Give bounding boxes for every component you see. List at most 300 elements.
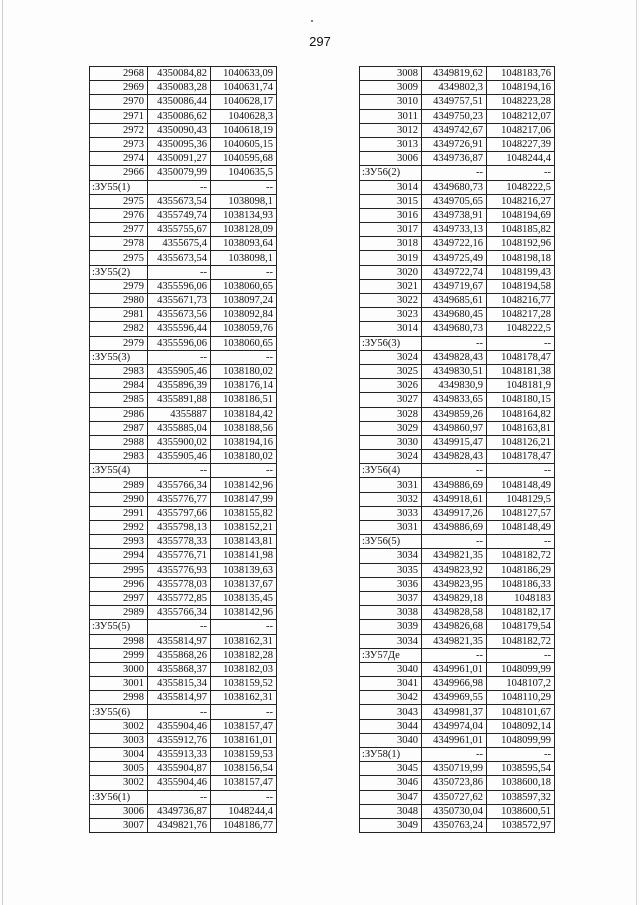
y-coordinate-cell: 1048180,15 — [487, 393, 555, 407]
y-coordinate-cell: 1038600,51 — [487, 804, 555, 818]
table-row — [360, 137, 555, 151]
x-coordinate-cell: 4350719,99 — [422, 762, 487, 776]
table-row — [360, 521, 555, 535]
x-coordinate-cell: 4355673,54 — [148, 251, 211, 265]
x-coordinate-cell: 4355814,97 — [148, 634, 211, 648]
table-row — [360, 790, 555, 804]
x-coordinate-cell: 4355797,66 — [148, 506, 211, 520]
point-number-cell: 3013 — [360, 137, 422, 151]
table-row — [360, 563, 555, 577]
x-coordinate-cell: 4355904,46 — [148, 719, 211, 733]
y-coordinate-cell: 1038135,45 — [211, 591, 277, 605]
x-coordinate-cell: -- — [148, 790, 211, 804]
y-coordinate-cell: 1038176,14 — [211, 379, 277, 393]
y-coordinate-cell: 1038597,32 — [487, 790, 555, 804]
point-number-cell: 3024 — [360, 450, 422, 464]
x-coordinate-cell: 4350091,27 — [148, 152, 211, 166]
x-coordinate-cell: -- — [148, 265, 211, 279]
point-number-cell: 2998 — [90, 691, 148, 705]
table-row — [360, 535, 555, 549]
x-coordinate-cell: 4350086,44 — [148, 95, 211, 109]
point-number-cell: 3026 — [360, 379, 422, 393]
x-coordinate-cell: -- — [148, 350, 211, 364]
x-coordinate-cell: 4355766,34 — [148, 478, 211, 492]
table-row — [90, 123, 277, 137]
y-coordinate-cell: 1040628,3 — [211, 109, 277, 123]
table-row — [90, 95, 277, 109]
point-number-cell: 2971 — [90, 109, 148, 123]
table-row — [90, 294, 277, 308]
point-number-cell: 2968 — [90, 67, 148, 81]
parcel-label-cell: :ЗУ55(4) — [90, 464, 148, 478]
y-coordinate-cell: -- — [487, 535, 555, 549]
point-number-cell: 3016 — [360, 208, 422, 222]
point-number-cell: 3039 — [360, 620, 422, 634]
y-coordinate-cell: 1048183 — [487, 591, 555, 605]
x-coordinate-cell: 4355912,76 — [148, 733, 211, 747]
point-number-cell: 3005 — [90, 762, 148, 776]
point-number-cell: 2993 — [90, 535, 148, 549]
table-row — [90, 251, 277, 265]
table-row — [360, 81, 555, 95]
x-coordinate-cell: 4355673,56 — [148, 308, 211, 322]
x-coordinate-cell: 4349685,61 — [422, 294, 487, 308]
y-coordinate-cell: 1048182,72 — [487, 549, 555, 563]
x-coordinate-cell: 4350079,99 — [148, 166, 211, 180]
point-number-cell: 3001 — [90, 677, 148, 691]
y-coordinate-cell: 1038194,16 — [211, 435, 277, 449]
x-coordinate-cell: 4355798,13 — [148, 521, 211, 535]
point-number-cell: 3034 — [360, 634, 422, 648]
point-number-cell: 2979 — [90, 336, 148, 350]
table-row — [360, 223, 555, 237]
table-row — [90, 223, 277, 237]
x-coordinate-cell: 4349830,51 — [422, 364, 487, 378]
table-row — [360, 194, 555, 208]
point-number-cell: 3028 — [360, 407, 422, 421]
y-coordinate-cell: 1038162,31 — [211, 691, 277, 705]
y-coordinate-cell: 1048148,49 — [487, 478, 555, 492]
x-coordinate-cell: 4349833,65 — [422, 393, 487, 407]
y-coordinate-cell: 1048178,47 — [487, 450, 555, 464]
table-row — [360, 648, 555, 662]
x-coordinate-cell: 4349757,51 — [422, 95, 487, 109]
point-number-cell: 3033 — [360, 506, 422, 520]
x-coordinate-cell: -- — [422, 166, 487, 180]
y-coordinate-cell: 1038572,97 — [487, 818, 555, 832]
point-number-cell: 2978 — [90, 237, 148, 251]
y-coordinate-cell: -- — [211, 350, 277, 364]
table-row — [90, 705, 277, 719]
table-row — [90, 109, 277, 123]
point-number-cell: 3049 — [360, 818, 422, 832]
x-coordinate-cell: 4355904,87 — [148, 762, 211, 776]
table-row — [90, 563, 277, 577]
x-coordinate-cell: -- — [148, 464, 211, 478]
point-number-cell: 3023 — [360, 308, 422, 322]
point-number-cell: 3040 — [360, 733, 422, 747]
y-coordinate-cell: 1048216,77 — [487, 294, 555, 308]
table-row — [360, 719, 555, 733]
y-coordinate-cell: 1048244,4 — [211, 804, 277, 818]
point-number-cell: 2995 — [90, 563, 148, 577]
x-coordinate-cell: 4349802,3 — [422, 81, 487, 95]
y-coordinate-cell: 1038180,02 — [211, 450, 277, 464]
y-coordinate-cell: 1048199,43 — [487, 265, 555, 279]
point-number-cell: 3030 — [360, 435, 422, 449]
table-row — [90, 364, 277, 378]
x-coordinate-cell: 4349722,74 — [422, 265, 487, 279]
table-row — [90, 762, 277, 776]
y-coordinate-cell: -- — [211, 265, 277, 279]
x-coordinate-cell: 4349725,49 — [422, 251, 487, 265]
y-coordinate-cell: 1048198,18 — [487, 251, 555, 265]
x-coordinate-cell: 4349828,43 — [422, 450, 487, 464]
y-coordinate-cell: 1038139,63 — [211, 563, 277, 577]
table-row — [90, 450, 277, 464]
table-row — [360, 478, 555, 492]
y-coordinate-cell: 1038137,67 — [211, 577, 277, 591]
table-row — [360, 818, 555, 832]
parcel-label-cell: :ЗУ56(3) — [360, 336, 422, 350]
table-row — [90, 393, 277, 407]
y-coordinate-cell: 1038092,84 — [211, 308, 277, 322]
y-coordinate-cell: 1048179,54 — [487, 620, 555, 634]
x-coordinate-cell: 4355776,93 — [148, 563, 211, 577]
y-coordinate-cell: -- — [211, 180, 277, 194]
table-row — [360, 251, 555, 265]
point-number-cell: 3004 — [90, 748, 148, 762]
y-coordinate-cell: -- — [211, 620, 277, 634]
point-number-cell: 2974 — [90, 152, 148, 166]
x-coordinate-cell: 4355675,4 — [148, 237, 211, 251]
x-coordinate-cell: 4350086,62 — [148, 109, 211, 123]
x-coordinate-cell: 4355887 — [148, 407, 211, 421]
x-coordinate-cell: 4355814,97 — [148, 691, 211, 705]
x-coordinate-cell: 4355885,04 — [148, 421, 211, 435]
parcel-label-cell: :ЗУ57Де — [360, 648, 422, 662]
coordinates-table-left — [89, 66, 277, 833]
table-row — [360, 95, 555, 109]
y-coordinate-cell: 1038142,96 — [211, 606, 277, 620]
parcel-label-cell: :ЗУ55(1) — [90, 180, 148, 194]
x-coordinate-cell: 4349860,97 — [422, 421, 487, 435]
table-row — [360, 506, 555, 520]
table-row — [90, 265, 277, 279]
table-row — [360, 549, 555, 563]
table-row — [90, 322, 277, 336]
x-coordinate-cell: -- — [148, 705, 211, 719]
point-number-cell: 3045 — [360, 762, 422, 776]
point-number-cell: 2992 — [90, 521, 148, 535]
x-coordinate-cell: -- — [422, 464, 487, 478]
table-row — [360, 393, 555, 407]
y-coordinate-cell: -- — [211, 464, 277, 478]
table-row — [90, 535, 277, 549]
point-number-cell: 3032 — [360, 492, 422, 506]
parcel-label-cell: :ЗУ55(5) — [90, 620, 148, 634]
point-number-cell: 2982 — [90, 322, 148, 336]
x-coordinate-cell: 4349830,9 — [422, 379, 487, 393]
x-coordinate-cell: 4349819,62 — [422, 67, 487, 81]
y-coordinate-cell: 1040595,68 — [211, 152, 277, 166]
table-row — [90, 776, 277, 790]
table-row — [360, 450, 555, 464]
point-number-cell: 3035 — [360, 563, 422, 577]
y-coordinate-cell: 1048223,28 — [487, 95, 555, 109]
table-row — [360, 123, 555, 137]
point-number-cell: 3048 — [360, 804, 422, 818]
point-number-cell: 2980 — [90, 294, 148, 308]
x-coordinate-cell: 4349736,87 — [422, 152, 487, 166]
x-coordinate-cell: 4355905,46 — [148, 364, 211, 378]
point-number-cell: 3017 — [360, 223, 422, 237]
x-coordinate-cell: 4355596,06 — [148, 279, 211, 293]
table-row — [90, 677, 277, 691]
table-row — [360, 762, 555, 776]
table-row — [90, 308, 277, 322]
point-number-cell: 3034 — [360, 549, 422, 563]
point-number-cell: 2998 — [90, 634, 148, 648]
y-coordinate-cell: 1048178,47 — [487, 350, 555, 364]
x-coordinate-cell: 4355673,54 — [148, 194, 211, 208]
x-coordinate-cell: 4350084,82 — [148, 67, 211, 81]
y-coordinate-cell: 1038184,42 — [211, 407, 277, 421]
x-coordinate-cell: 4349680,73 — [422, 322, 487, 336]
y-coordinate-cell: 1048107,2 — [487, 677, 555, 691]
point-number-cell: 3036 — [360, 577, 422, 591]
table-row — [360, 464, 555, 478]
x-coordinate-cell: 4355778,33 — [148, 535, 211, 549]
table-row — [90, 208, 277, 222]
point-number-cell: 2991 — [90, 506, 148, 520]
y-coordinate-cell: 1048181,9 — [487, 379, 555, 393]
parcel-label-cell: :ЗУ58(1) — [360, 748, 422, 762]
page-edge-right — [636, 0, 637, 905]
page-number: 297 — [309, 34, 331, 49]
table-row — [360, 180, 555, 194]
y-coordinate-cell: 1048217,06 — [487, 123, 555, 137]
point-number-cell: 3022 — [360, 294, 422, 308]
point-number-cell: 2987 — [90, 421, 148, 435]
point-number-cell: 2975 — [90, 194, 148, 208]
x-coordinate-cell: 4350083,28 — [148, 81, 211, 95]
x-coordinate-cell: 4349736,87 — [148, 804, 211, 818]
point-number-cell: 3043 — [360, 705, 422, 719]
y-coordinate-cell: 1038141,98 — [211, 549, 277, 563]
y-coordinate-cell: 1038159,53 — [211, 748, 277, 762]
point-number-cell: 2990 — [90, 492, 148, 506]
x-coordinate-cell: 4349750,23 — [422, 109, 487, 123]
table-row — [360, 237, 555, 251]
table-row — [90, 620, 277, 634]
coordinates-table-right-body — [360, 67, 555, 833]
point-number-cell: 3006 — [360, 152, 422, 166]
x-coordinate-cell: 4355905,46 — [148, 450, 211, 464]
y-coordinate-cell: 1048186,77 — [211, 818, 277, 832]
y-coordinate-cell: 1038147,99 — [211, 492, 277, 506]
table-row — [360, 265, 555, 279]
y-coordinate-cell: 1038180,02 — [211, 364, 277, 378]
point-number-cell: 2977 — [90, 223, 148, 237]
y-coordinate-cell: 1038157,47 — [211, 719, 277, 733]
x-coordinate-cell: 4355596,06 — [148, 336, 211, 350]
x-coordinate-cell: 4355778,03 — [148, 577, 211, 591]
y-coordinate-cell: 1048183,76 — [487, 67, 555, 81]
table-row — [90, 634, 277, 648]
table-row — [360, 421, 555, 435]
table-row — [90, 194, 277, 208]
page-edge-left — [2, 0, 3, 905]
x-coordinate-cell: 4355904,46 — [148, 776, 211, 790]
table-row — [360, 804, 555, 818]
x-coordinate-cell: 4355900,02 — [148, 435, 211, 449]
table-row — [360, 677, 555, 691]
x-coordinate-cell: 4355596,44 — [148, 322, 211, 336]
y-coordinate-cell: 1048099,99 — [487, 733, 555, 747]
table-row — [90, 691, 277, 705]
point-number-cell: 2969 — [90, 81, 148, 95]
y-coordinate-cell: -- — [487, 748, 555, 762]
x-coordinate-cell: 4349918,61 — [422, 492, 487, 506]
coordinates-table-right — [359, 66, 555, 833]
table-row — [360, 591, 555, 605]
point-number-cell: 3008 — [360, 67, 422, 81]
point-number-cell: 3020 — [360, 265, 422, 279]
table-row — [360, 776, 555, 790]
table-row — [90, 577, 277, 591]
point-number-cell: 3018 — [360, 237, 422, 251]
x-coordinate-cell: 4349823,95 — [422, 577, 487, 591]
x-coordinate-cell: 4349726,91 — [422, 137, 487, 151]
point-number-cell: 3002 — [90, 719, 148, 733]
parcel-label-cell: :ЗУ56(1) — [90, 790, 148, 804]
table-row — [360, 748, 555, 762]
y-coordinate-cell: 1040628,17 — [211, 95, 277, 109]
y-coordinate-cell: 1048110,29 — [487, 691, 555, 705]
x-coordinate-cell: 4349829,18 — [422, 591, 487, 605]
x-coordinate-cell: 4349859,26 — [422, 407, 487, 421]
table-row — [90, 137, 277, 151]
parcel-label-cell: :ЗУ56(5) — [360, 535, 422, 549]
point-number-cell: 3031 — [360, 521, 422, 535]
x-coordinate-cell: 4349719,67 — [422, 279, 487, 293]
coordinates-table-left-body — [90, 67, 277, 833]
point-number-cell: 2970 — [90, 95, 148, 109]
table-row — [360, 705, 555, 719]
y-coordinate-cell: 1048148,49 — [487, 521, 555, 535]
point-number-cell: 2989 — [90, 478, 148, 492]
x-coordinate-cell: 4349828,43 — [422, 350, 487, 364]
point-number-cell: 3014 — [360, 180, 422, 194]
table-row — [360, 620, 555, 634]
y-coordinate-cell: 1038156,54 — [211, 762, 277, 776]
point-number-cell: 3003 — [90, 733, 148, 747]
table-row — [360, 336, 555, 350]
y-coordinate-cell: 1038155,82 — [211, 506, 277, 520]
table-row — [90, 180, 277, 194]
point-number-cell: 3014 — [360, 322, 422, 336]
point-number-cell: 3010 — [360, 95, 422, 109]
table-row — [90, 492, 277, 506]
table-row — [90, 379, 277, 393]
y-coordinate-cell: -- — [211, 790, 277, 804]
y-coordinate-cell: 1048127,57 — [487, 506, 555, 520]
y-coordinate-cell: 1048181,38 — [487, 364, 555, 378]
point-number-cell: 3002 — [90, 776, 148, 790]
point-number-cell: 3011 — [360, 109, 422, 123]
x-coordinate-cell: 4349680,45 — [422, 308, 487, 322]
table-row — [90, 421, 277, 435]
table-row — [90, 818, 277, 832]
table-row — [90, 435, 277, 449]
y-coordinate-cell: 1038098,1 — [211, 194, 277, 208]
point-number-cell: 3024 — [360, 350, 422, 364]
y-coordinate-cell: 1038143,81 — [211, 535, 277, 549]
x-coordinate-cell: 4355766,34 — [148, 606, 211, 620]
point-number-cell: 3037 — [360, 591, 422, 605]
x-coordinate-cell: 4349826,68 — [422, 620, 487, 634]
table-row — [90, 521, 277, 535]
y-coordinate-cell: 1048101,67 — [487, 705, 555, 719]
table-row — [90, 152, 277, 166]
y-coordinate-cell: 1038128,09 — [211, 223, 277, 237]
y-coordinate-cell: 1048164,82 — [487, 407, 555, 421]
x-coordinate-cell: 4355868,26 — [148, 648, 211, 662]
table-row — [360, 294, 555, 308]
y-coordinate-cell: 1038162,31 — [211, 634, 277, 648]
point-number-cell: 3041 — [360, 677, 422, 691]
table-row — [360, 67, 555, 81]
y-coordinate-cell: 1038098,1 — [211, 251, 277, 265]
y-coordinate-cell: 1038059,76 — [211, 322, 277, 336]
x-coordinate-cell: 4349961,01 — [422, 662, 487, 676]
y-coordinate-cell: 1040618,19 — [211, 123, 277, 137]
x-coordinate-cell: 4349828,58 — [422, 606, 487, 620]
x-coordinate-cell: 4349969,55 — [422, 691, 487, 705]
parcel-label-cell: :ЗУ55(2) — [90, 265, 148, 279]
table-row — [360, 350, 555, 364]
table-row — [360, 279, 555, 293]
point-number-cell: 3000 — [90, 662, 148, 676]
y-coordinate-cell: 1048212,07 — [487, 109, 555, 123]
y-coordinate-cell: 1048099,99 — [487, 662, 555, 676]
point-number-cell: 3012 — [360, 123, 422, 137]
parcel-label-cell: :ЗУ56(2) — [360, 166, 422, 180]
x-coordinate-cell: 4355776,77 — [148, 492, 211, 506]
y-coordinate-cell: 1038157,47 — [211, 776, 277, 790]
x-coordinate-cell: 4355776,71 — [148, 549, 211, 563]
table-row — [360, 308, 555, 322]
x-coordinate-cell: 4349823,92 — [422, 563, 487, 577]
y-coordinate-cell: -- — [487, 464, 555, 478]
point-number-cell: 2972 — [90, 123, 148, 137]
y-coordinate-cell: 1038182,03 — [211, 662, 277, 676]
x-coordinate-cell: 4349821,76 — [148, 818, 211, 832]
x-coordinate-cell: 4349886,69 — [422, 521, 487, 535]
point-number-cell: 2979 — [90, 279, 148, 293]
table-row — [90, 67, 277, 81]
point-number-cell: 3029 — [360, 421, 422, 435]
table-row — [360, 662, 555, 676]
x-coordinate-cell: 4349917,26 — [422, 506, 487, 520]
table-row — [90, 748, 277, 762]
point-number-cell: 2985 — [90, 393, 148, 407]
table-row — [360, 634, 555, 648]
parcel-label-cell: :ЗУ56(4) — [360, 464, 422, 478]
y-coordinate-cell: 1040631,74 — [211, 81, 277, 95]
point-number-cell: 2988 — [90, 435, 148, 449]
